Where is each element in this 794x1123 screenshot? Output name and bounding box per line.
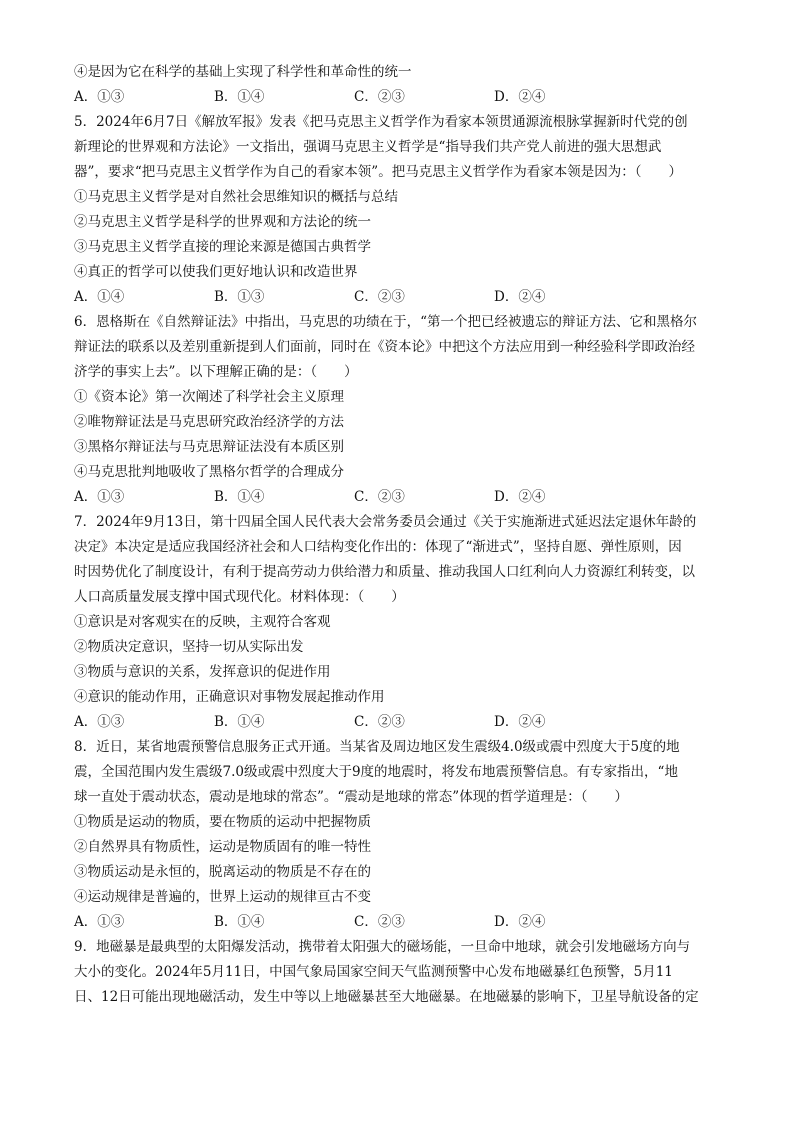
q5-options — [74, 285, 724, 310]
q5-option-a[interactable]: A．①④ — [74, 289, 125, 305]
q6-stem-line: 辩证法的联系以及差别重新提到人们面前，同时在《资本论》中把这个方法应用到一种经验科学即政治经 — [74, 339, 695, 355]
q5-item-1: ①马克思主义哲学是对自然社会思维知识的概括与总结 — [74, 189, 398, 205]
q5-option-c[interactable]: C．②③ — [354, 289, 405, 305]
q5-item-4: ④真正的哲学可以使我们更好地认识和改造世界 — [74, 264, 358, 280]
q8-item-1: ①物质是运动的物质，要在物质的运动中把握物质 — [74, 814, 371, 830]
q7-option-c[interactable]: C．②③ — [354, 714, 405, 730]
q8-options — [74, 910, 724, 935]
q4-options — [74, 85, 724, 110]
q6-option-d[interactable]: D．②④ — [494, 489, 546, 505]
q6-item-2: ②唯物辩证法是马克思研究政治经济学的方法 — [74, 414, 344, 430]
question-8 — [74, 735, 724, 935]
q6-option-a[interactable]: A．①③ — [74, 489, 125, 505]
q8-option-b[interactable]: B．①④ — [214, 914, 265, 930]
q6-option-b[interactable]: B．①④ — [214, 489, 265, 505]
q9-stem-line: 大小的变化。2024年5月11日，中国气象局国家空间天气监测预警中心发布地磁暴红色预警，5月11 — [74, 964, 673, 980]
q5-item-2: ②马克思主义哲学是科学的世界观和方法论的统一 — [74, 214, 371, 230]
q7-option-d[interactable]: D．②④ — [494, 714, 546, 730]
q8-stem-line: 球一直处于震动状态，震动是地球的常态”。“震动是地球的常态”体现的哲学道理是：（ ） — [74, 789, 628, 805]
q4-option-a[interactable]: A．①③ — [74, 89, 125, 105]
q6-item-1: ①《资本论》第一次阐述了科学社会主义原理 — [74, 389, 344, 405]
question-6 — [74, 310, 724, 510]
q5-stem-line: 5．2024年6月7日《解放军报》发表《把马克思主义哲学作为看家本领贯通源流根脉掌握新时代党的创 — [74, 114, 688, 130]
q5-option-d[interactable]: D．②④ — [494, 289, 546, 305]
q6-item-3: ③黑格尔辩证法与马克思辩证法没有本质区别 — [74, 439, 344, 455]
q7-stem-line: 7．2024年9月13日，第十四届全国人民代表大会常务委员会通过《关于实施渐进式延迟法定退休年龄的 — [74, 514, 697, 530]
q5-stem-line: 新理论的世界观和方法论》一文指出，强调马克思主义哲学是“指导我们共产党人前进的强大思想武 — [74, 139, 662, 155]
q4-option-b[interactable]: B．①④ — [214, 89, 265, 105]
q8-item-3: ③物质运动是永恒的，脱离运动的物质是不存在的 — [74, 864, 371, 880]
q5-option-b[interactable]: B．①③ — [214, 289, 265, 305]
q8-option-a[interactable]: A．①③ — [74, 914, 125, 930]
q7-options — [74, 710, 724, 735]
q7-option-b[interactable]: B．①④ — [214, 714, 265, 730]
q6-option-c[interactable]: C．②③ — [354, 489, 405, 505]
q7-item-3: ③物质与意识的关系，发挥意识的促进作用 — [74, 664, 331, 680]
q8-stem-line: 8．近日，某省地震预警信息服务正式开通。当某省及周边地区发生震级4.0级或震中烈度大于5度的地 — [74, 739, 680, 755]
question-5 — [74, 110, 724, 310]
q4-option-d[interactable]: D．②④ — [494, 89, 546, 105]
q9-stem-line: 9．地磁暴是最典型的太阳爆发活动，携带着太阳强大的磁场能，一旦命中地球，就会引发地磁场方向与 — [74, 939, 691, 955]
q7-stem-line: 人口高质量发展支撑中国式现代化。材料体现：（ ） — [74, 589, 405, 605]
q8-item-4: ④运动规律是普遍的，世界上运动的规律亘古不变 — [74, 889, 371, 905]
q8-option-d[interactable]: D．②④ — [494, 914, 546, 930]
q5-stem-line: 器”，要求“把马克思主义哲学作为自己的看家本领”。把马克思主义哲学作为看家本领是因为：（ ） — [74, 164, 682, 180]
q6-options — [74, 485, 724, 510]
q4-item-4: ④是因为它在科学的基础上实现了科学性和革命性的统一 — [74, 64, 412, 80]
q7-stem-line: 时因势优化了制度设计，有利于提高劳动力供给潜力和质量、推动我国人口红利向人力资源红利转变，以 — [74, 564, 695, 580]
q7-item-1: ①意识是对客观实在的反映，主观符合客观 — [74, 614, 331, 630]
q7-item-2: ②物质决定意识，坚持一切从实际出发 — [74, 639, 304, 655]
q8-stem-line: 震，全国范围内发生震级7.0级或震中烈度大于9度的地震时，将发布地震预警信息。有专家指出，“地 — [74, 764, 678, 780]
question-9 — [74, 935, 724, 1010]
q6-item-4: ④马克思批判地吸收了黑格尔哲学的合理成分 — [74, 464, 344, 480]
q6-stem-line: 济学的事实上去”。以下理解正确的是：（ ） — [74, 364, 358, 380]
q4-option-c[interactable]: C．②③ — [354, 89, 405, 105]
q6-stem-line: 6．恩格斯在《自然辩证法》中指出，马克思的功绩在于，“第一个把已经被遗忘的辩证方法、它和黑格尔 — [74, 314, 697, 330]
question-list — [74, 60, 724, 1010]
q7-option-a[interactable]: A．①③ — [74, 714, 125, 730]
question-7 — [74, 510, 724, 735]
q5-item-3: ③马克思主义哲学直接的理论来源是德国古典哲学 — [74, 239, 371, 255]
q8-option-c[interactable]: C．②③ — [354, 914, 405, 930]
q7-stem-line: 决定》本决定是适应我国经济社会和人口结构变化作出的：体现了“渐进式”，坚持自愿、弹性原则，因 — [74, 539, 682, 555]
q8-item-2: ②自然界具有物质性，运动是物质固有的唯一特性 — [74, 839, 371, 855]
q9-stem-line: 日、12日可能出现地磁活动，发生中等以上地磁暴甚至大地磁暴。在地磁暴的影响下，卫星导航设备的定 — [74, 989, 699, 1005]
q7-item-4: ④意识的能动作用，正确意识对事物发展起推动作用 — [74, 689, 385, 705]
